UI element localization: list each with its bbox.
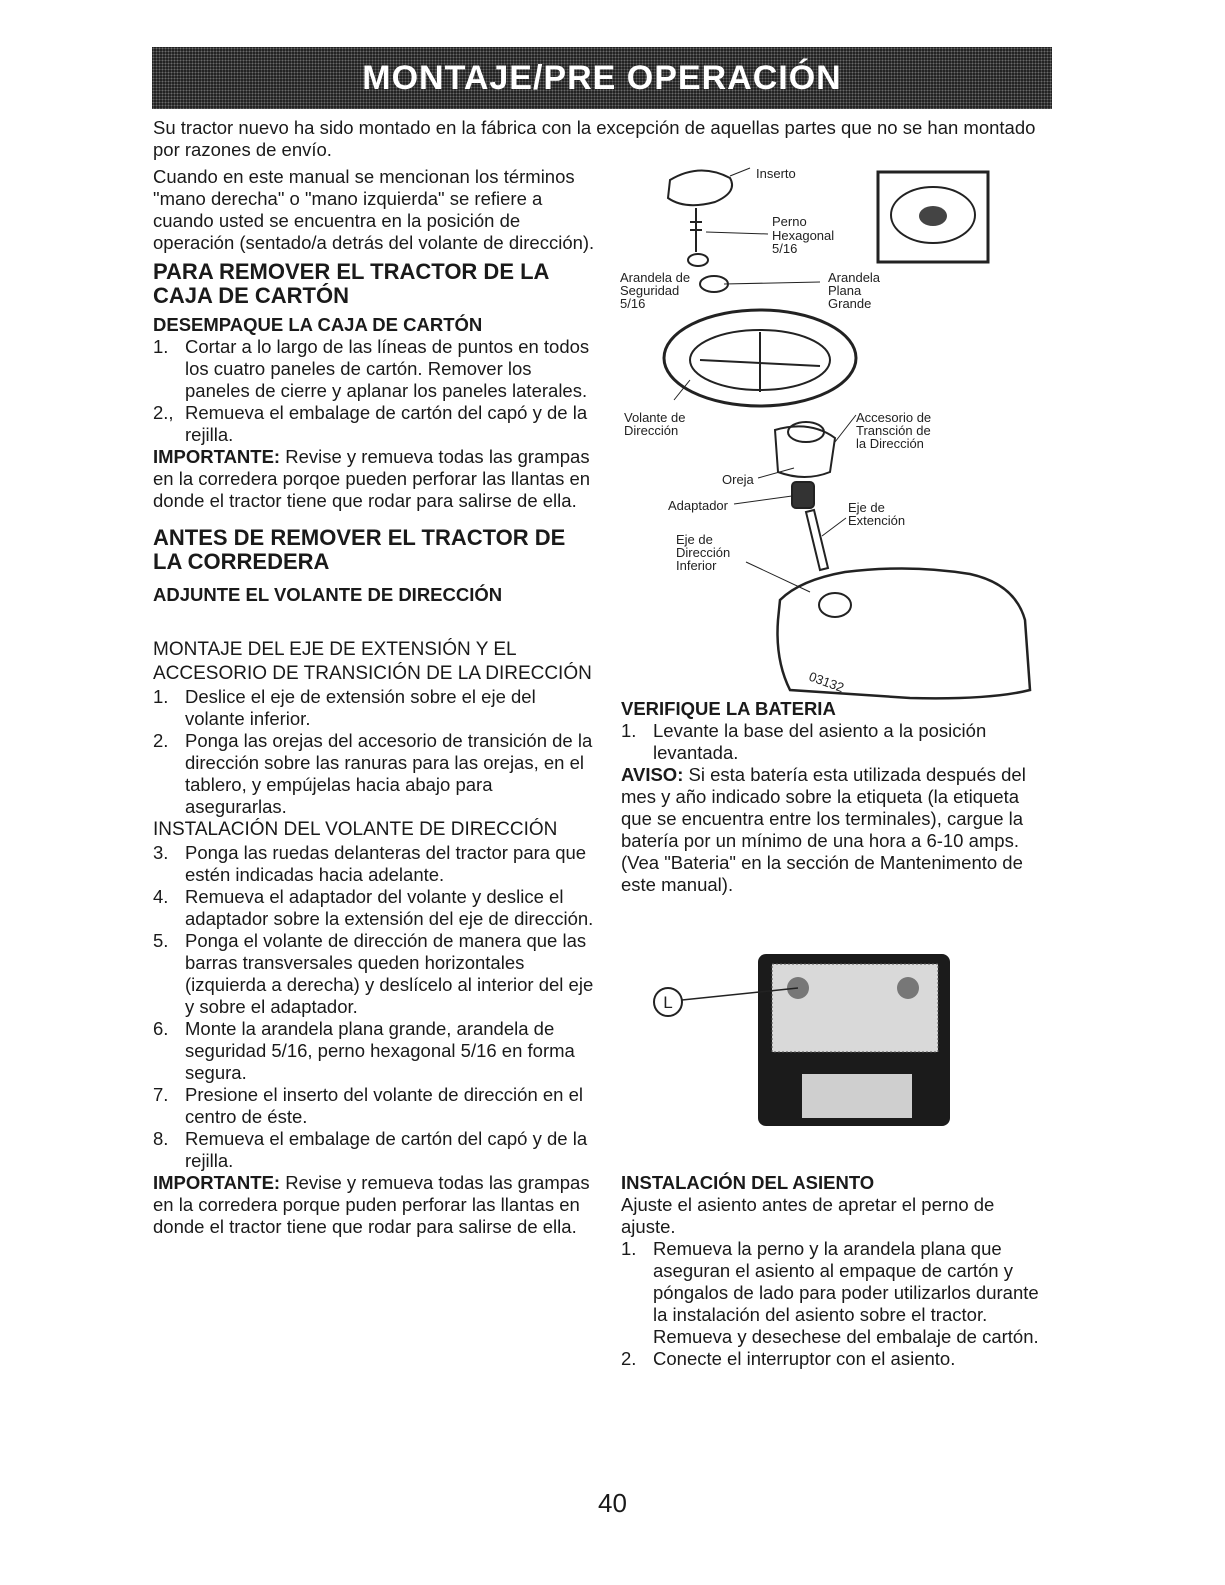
subheading-unpack-carton: DESEMPAQUE LA CAJA DE CARTÓN <box>153 314 483 335</box>
steering-install-steps <box>153 842 598 1172</box>
heading-seat-install: INSTALACIÓN DEL ASIENTO <box>621 1172 875 1193</box>
label-volante-1: Volante de <box>624 410 686 425</box>
callout-l-text: L <box>663 993 673 1012</box>
lock-washer <box>688 254 708 266</box>
label-accesorio-2: Transción de <box>856 423 931 438</box>
list-item: 5. Ponga el volante de dirección de manera que las barras transversales queden horizontales (izquierda a derecha) y deslícelo al interior del eje y sobre el adaptador. <box>153 930 594 1017</box>
label-oreja: Oreja <box>722 472 754 487</box>
label-eje-inf-1: Eje de <box>676 532 713 547</box>
intro-paragraph: Su tractor nuevo ha sido montado en la fábrica con la excepción de aquellas partes que no se han montado por razones de envío. <box>153 117 1036 160</box>
left-column <box>153 166 598 1238</box>
label-eje-inf-2: Dirección <box>676 545 731 560</box>
flat-washer <box>700 276 728 292</box>
list-item: 1. Levante la base del asiento a la posición levantada. <box>621 720 987 763</box>
battery-terminal-right <box>897 977 919 999</box>
important-note-2: IMPORTANTE: Revise y remueva todas las grampas en la corredera porque puden perforar las llantas en donde el tractor tiene que rodar para salirse de ella. <box>153 1172 590 1237</box>
label-arandela-seg-3: 5/16 <box>620 296 646 311</box>
list-item: 7. Presione el inserto del volante de dirección en el centro de éste. <box>153 1084 583 1127</box>
label-adaptador: Adaptador <box>668 498 728 513</box>
unpack-steps <box>153 336 598 446</box>
label-volante-2: Dirección <box>624 423 679 438</box>
page-banner <box>152 47 1052 109</box>
page-number: 40 <box>598 1488 627 1518</box>
list-item: 1. Cortar a lo largo de las líneas de puntos en todos los cuatro paneles de cartón. Remover los paneles de cierre y aplanar los paneles laterales. <box>153 336 590 401</box>
battery-figure <box>640 950 970 1135</box>
caps-heading-steering-install: INSTALACIÓN DEL VOLANTE DE DIRECCIÓN <box>153 819 558 840</box>
list-item: 6. Monte la arandela plana grande, arandela de seguridad 5/16, perno hexagonal 5/16 en forma segura. <box>153 1018 575 1083</box>
list-item: 8. Remueva el embalage de cartón del capó y de la rejilla. <box>153 1128 588 1171</box>
right-column <box>621 698 1041 896</box>
list-item: 3. Ponga las ruedas delanteras del tractor para que estén indicadas hacia adelante. <box>153 842 587 885</box>
label-accesorio-3: la Dirección <box>856 436 924 451</box>
battery-steps <box>621 720 1041 764</box>
label-perno-1: Perno <box>772 214 807 229</box>
subheading-attach-steering-wheel: ADJUNTE EL VOLANTE DE DIRECCIÓN <box>153 584 503 605</box>
important-note-1: IMPORTANTE: Revise y remueva todas las grampas en la corredera porqoe pueden perforar las llantas en donde el tractor tiene que rodar para salirse de ella. <box>153 446 591 511</box>
label-arandela-seg-1: Arandela de <box>620 270 691 285</box>
label-arandela-plana-3: Grande <box>828 296 872 311</box>
heading-remove-from-carton: PARA REMOVER EL TRACTOR DE LA CAJA DE CARTÓN <box>153 259 549 308</box>
banner-title: MONTAJE/PRE OPERACIÓN <box>362 58 842 97</box>
caps-heading-extension-shaft: MONTAJE DEL EJE DE EXTENSIÓN Y EL ACCESORIO DE TRANSICIÓN DE LA DIRECCIÓN <box>153 639 592 684</box>
steering-assembly-figure <box>610 160 1040 700</box>
list-item: 4. Remueva el adaptador del volante y deslice el adaptador sobre la extensión del eje de dirección. <box>153 886 594 929</box>
bolt-part <box>690 208 702 252</box>
label-arandela-plana-2: Plana <box>828 283 862 298</box>
label-accesorio-1: Accesorio de <box>856 410 932 425</box>
label-inserto: Inserto <box>756 166 796 181</box>
list-item: 1. Remueva la perno y la arandela plana que aseguran el asiento al empaque de cartón y póngalos de lado para poder utilizarlos durante la instalación del asiento sobre el tractor. Remueva y desechese del embalaje de cartón. <box>621 1238 1039 1347</box>
list-item: 2. Conecte el interruptor con el asiento. <box>621 1348 956 1369</box>
adapter-part <box>792 482 814 508</box>
seat-steps <box>621 1238 1041 1370</box>
label-arandela-seg-2: Seguridad <box>620 283 680 298</box>
insert-part <box>668 170 732 205</box>
transition-accessory <box>775 426 835 477</box>
aviso-note: AVISO: Si esta batería esta utilizada después del mes y año indicado sobre la etiqueta (la etiqueta que se encuentra entre los terminales), cargue la batería por un mínimo de una hora a 6-10 amps. (Vea "Bateria" en la sección de Mantenimento de este manual). <box>621 764 1026 895</box>
label-perno-3: 5/16 <box>772 241 798 256</box>
extension-shaft <box>806 510 828 570</box>
extension-steps <box>153 686 598 818</box>
seat-section <box>621 1172 1041 1370</box>
label-perno-2: Hexagonal <box>772 228 835 243</box>
list-item: 2., Remueva el embalage de cartón del capó y de la rejilla. <box>153 402 588 445</box>
label-arandela-plana-1: Arandela <box>828 270 881 285</box>
figure-code: 03132 <box>806 668 847 696</box>
heading-before-removing: ANTES DE REMOVER EL TRACTOR DE LA CORREDERA <box>153 525 566 574</box>
label-eje-ext-2: Extención <box>848 513 906 528</box>
list-item: 1. Deslice el eje de extensión sobre el eje del volante inferior. <box>153 686 536 729</box>
heading-check-battery: VERIFIQUE LA BATERIA <box>621 698 836 719</box>
label-eje-inf-3: Inferior <box>676 558 717 573</box>
hand-definition-paragraph: Cuando en este manual se mencionan los términos "mano derecha" o "mano izquierda" se refiere a cuando usted se encuentra en la posición de operación (sentado/a detrás del volante de dirección). <box>153 166 595 253</box>
list-item: 2. Ponga las orejas del accesorio de transición de la dirección sobre las ranuras para las orejas, en el tablero, y empújelas hacia abajo para asegurarlas. <box>153 730 593 817</box>
seat-intro: Ajuste el asiento antes de apretar el perno de ajuste. <box>621 1194 995 1237</box>
label-eje-ext-1: Eje de <box>848 500 885 515</box>
